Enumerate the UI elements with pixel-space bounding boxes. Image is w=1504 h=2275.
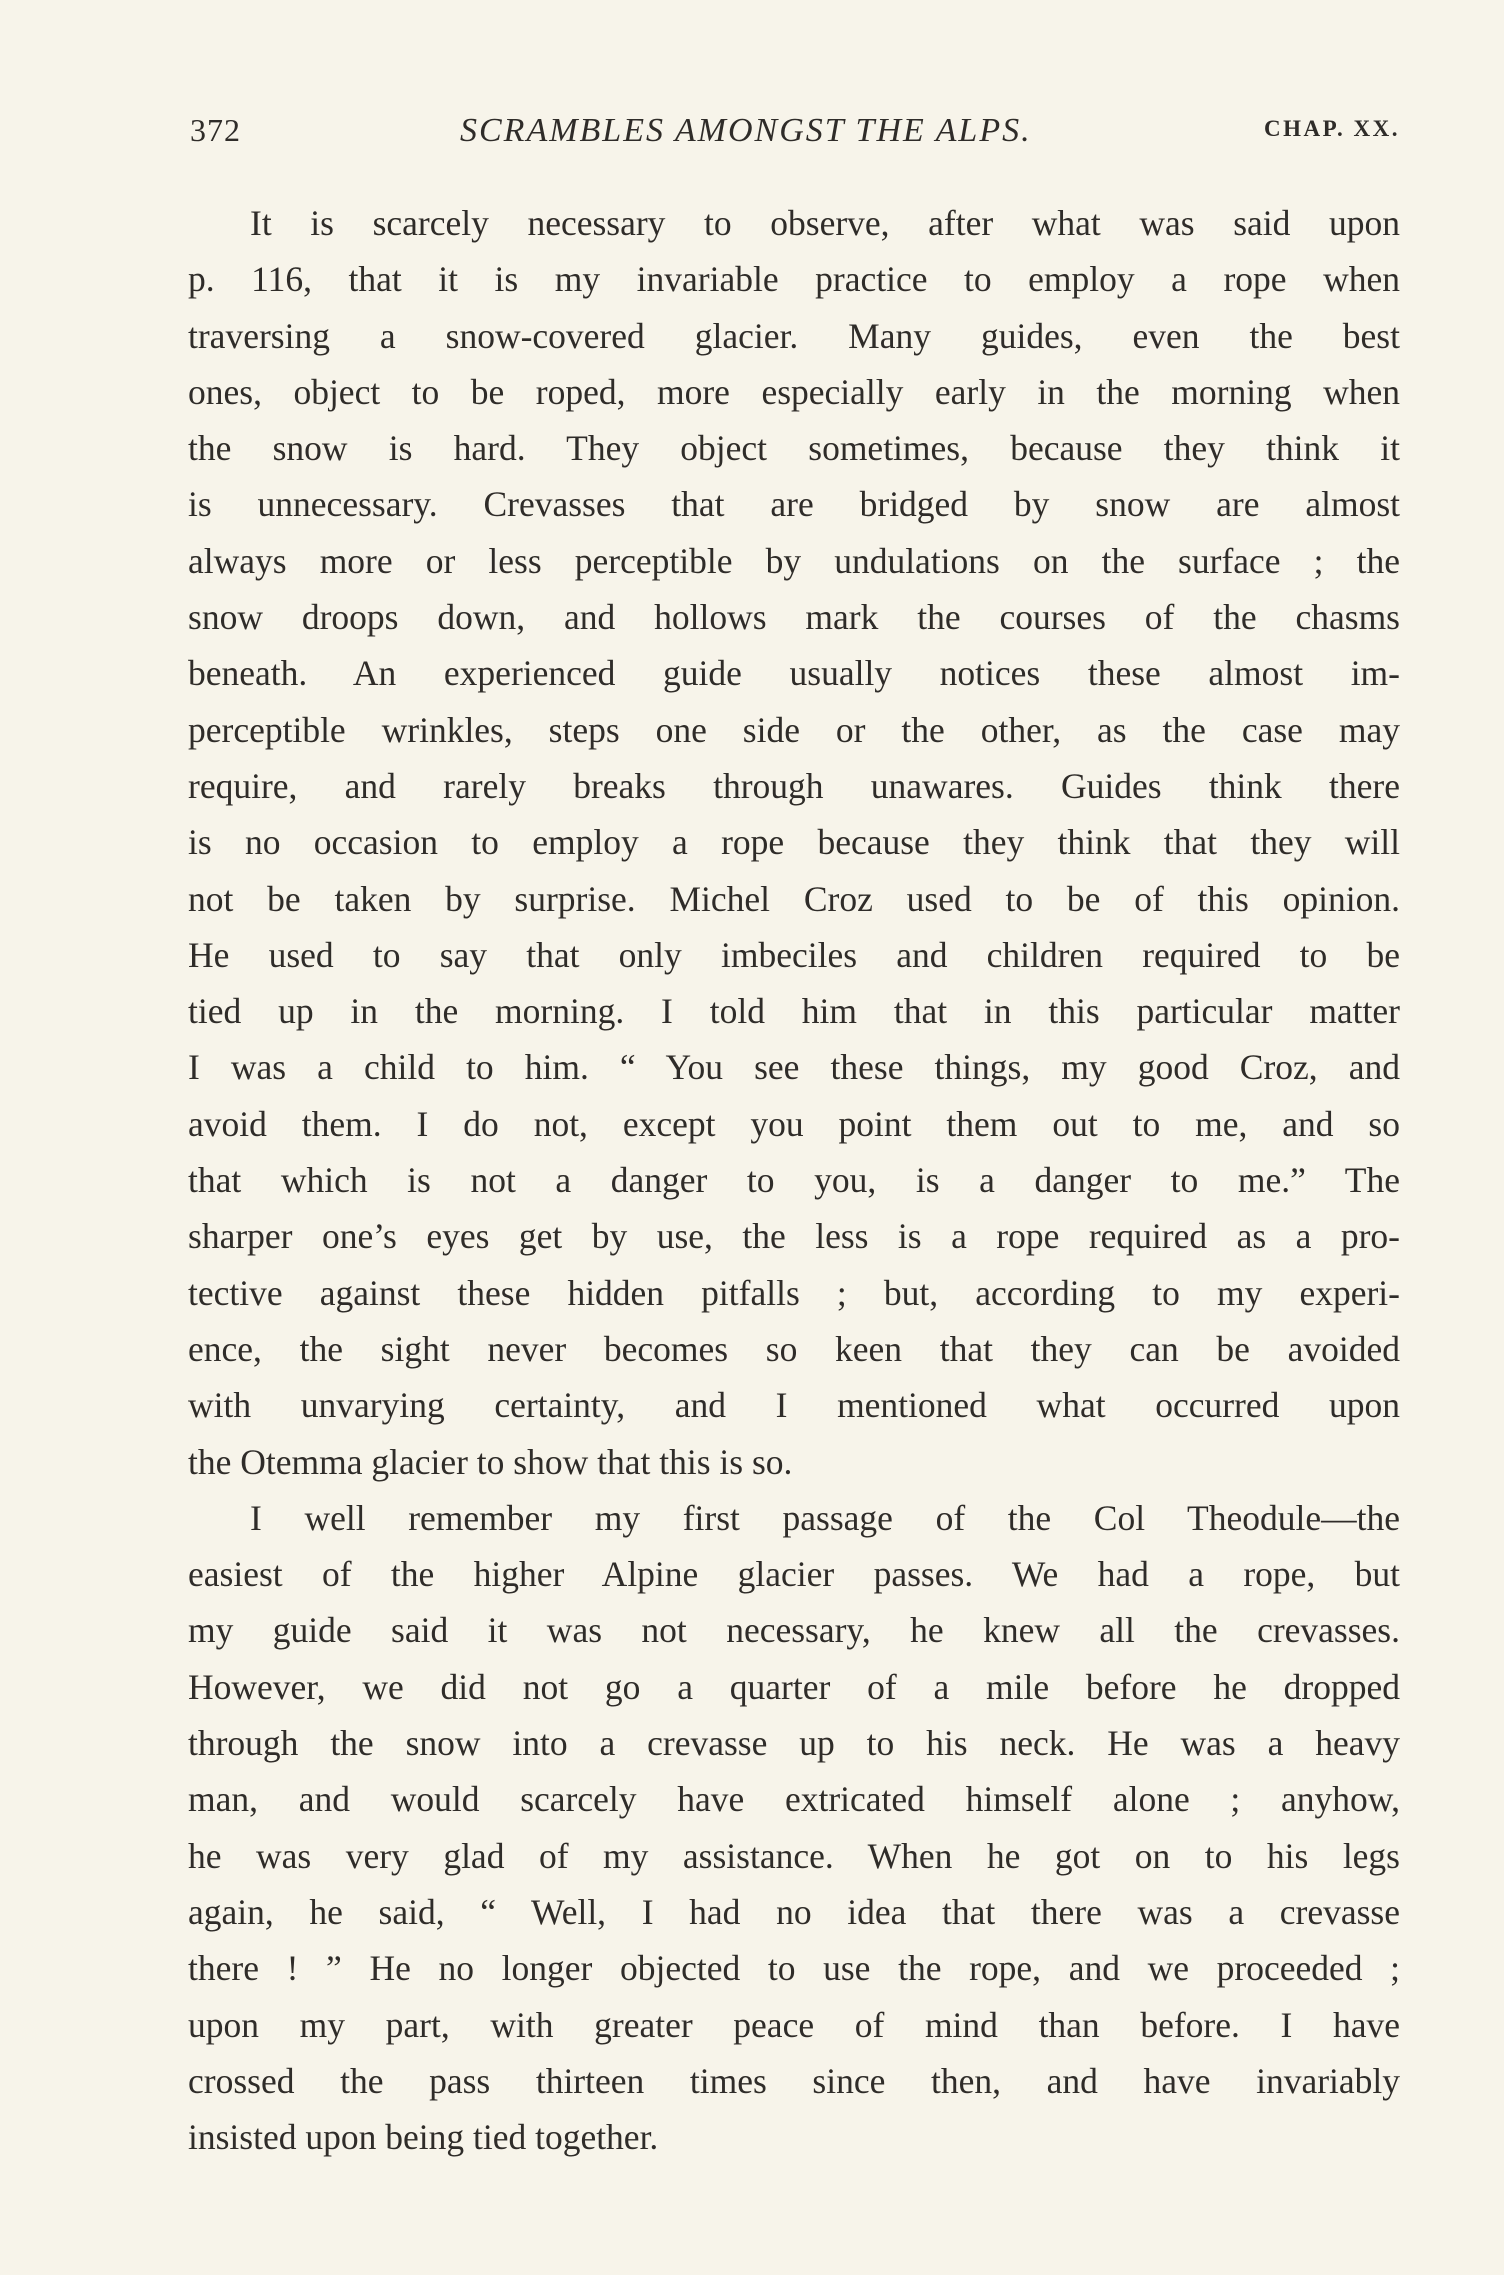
text-line: avoid them. I do not, except you point them out to me, and so bbox=[188, 1103, 1400, 1144]
text-line: always more or less perceptible by undulations on the surface ; the bbox=[188, 540, 1400, 581]
text-line: tied up in the morning. I told him that in this particular matter bbox=[188, 991, 1400, 1032]
text-line: not be taken by surprise. Michel Croz used to be of this opinion. bbox=[188, 878, 1400, 919]
text-line: It is scarcely necessary to observe, after what was said upon bbox=[250, 203, 1400, 243]
text-line: is unnecessary. Crevasses that are bridged by snow are almost bbox=[188, 484, 1400, 525]
text-line: require, and rarely breaks through unawares. Guides think there bbox=[188, 765, 1400, 806]
text-line: I was a child to him. “ You see these things, my good Croz, and bbox=[188, 1047, 1400, 1088]
text-line: through the snow into a crevasse up to his neck. He was a heavy bbox=[188, 1723, 1400, 1764]
paragraph-1 bbox=[188, 195, 1400, 1490]
text-line: insisted upon being tied together. bbox=[188, 2117, 659, 2158]
text-line: is no occasion to employ a rope because they think that they will bbox=[188, 822, 1400, 863]
text-line: again, he said, “ Well, I had no idea that there was a crevasse bbox=[188, 1891, 1400, 1932]
text-line: there ! ” He no longer objected to use the rope, and we proceeded ; bbox=[188, 1948, 1400, 1989]
text-line: ones, object to be roped, more especially early in the morning when bbox=[188, 371, 1400, 412]
text-line: p. 116, that it is my invariable practice to employ a rope when bbox=[188, 259, 1400, 300]
body-text bbox=[188, 195, 1400, 2165]
text-line: man, and would scarcely have extricated himself alone ; anyhow, bbox=[188, 1779, 1400, 1820]
text-line: that which is not a danger to you, is a danger to me.” The bbox=[188, 1160, 1400, 1201]
text-line: my guide said it was not necessary, he knew all the crevasses. bbox=[188, 1610, 1400, 1651]
text-line: He used to say that only imbeciles and children required to be bbox=[188, 934, 1400, 975]
text-line: the snow is hard. They object sometimes, because they think it bbox=[188, 428, 1400, 469]
text-line: beneath. An experienced guide usually notices these almost im- bbox=[188, 653, 1400, 694]
paragraph-2 bbox=[188, 1490, 1400, 2166]
text-line: with unvarying certainty, and I mentioned what occurred upon bbox=[188, 1385, 1400, 1426]
running-head bbox=[190, 112, 1400, 164]
text-line: ence, the sight never becomes so keen that they can be avoided bbox=[188, 1328, 1400, 1369]
running-title: SCRAMBLES AMONGST THE ALPS. bbox=[460, 112, 1032, 149]
text-line: easiest of the higher Alpine glacier passes. We had a rope, but bbox=[188, 1554, 1400, 1595]
text-line: traversing a snow-covered glacier. Many guides, even the best bbox=[188, 315, 1400, 356]
text-line: the Otemma glacier to show that this is so. bbox=[188, 1441, 793, 1482]
text-line: he was very glad of my assistance. When he got on to his legs bbox=[188, 1835, 1400, 1876]
text-line: snow droops down, and hollows mark the courses of the chasms bbox=[188, 597, 1400, 638]
text-line: However, we did not go a quarter of a mile before he dropped bbox=[188, 1666, 1400, 1707]
page-number: 372 bbox=[190, 112, 241, 148]
text-line: perceptible wrinkles, steps one side or the other, as the case may bbox=[188, 709, 1400, 750]
text-line: upon my part, with greater peace of mind than before. I have bbox=[188, 2004, 1400, 2045]
text-line: I well remember my first passage of the Col Theodule—the bbox=[250, 1497, 1400, 1538]
chapter-label: CHAP. XX. bbox=[1263, 116, 1400, 141]
text-line: crossed the pass thirteen times since then, and have invariably bbox=[188, 2060, 1400, 2101]
text-line: tective against these hidden pitfalls ; but, according to my experi- bbox=[188, 1272, 1400, 1313]
text-line: sharper one’s eyes get by use, the less is a rope required as a pro- bbox=[188, 1216, 1400, 1257]
